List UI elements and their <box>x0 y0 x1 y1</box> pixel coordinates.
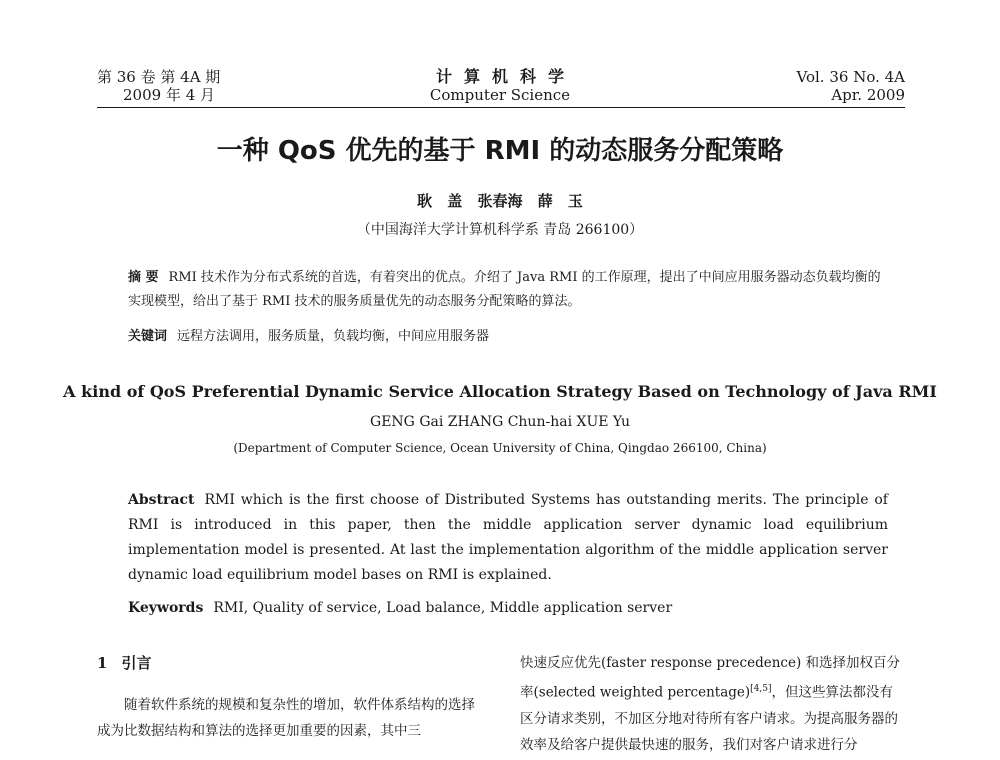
keywords-en <box>128 596 888 621</box>
body-text-cont: ，但这些算法都没有区分请求类别，不加区分地对待所有客户请求。为提高服务器的效率及给客户提供最快速的服务，我们对客户请求进行分 <box>520 684 898 753</box>
keywords-en-text: RMI, Quality of service, Load balance, Middle application server <box>213 600 673 616</box>
author-affiliation-en: (Department of Computer Science, Ocean University of China, Qingdao 266100, China) <box>233 441 767 455</box>
abstract-en <box>128 488 888 588</box>
issue-date: 2009 年 4 月 <box>123 86 216 104</box>
body-column-left <box>97 650 482 744</box>
body-paragraph: 随着软件系统的规模和复杂性的增加，软件体系结构的选择成为比数据结构和算法的选择更加重要的因素，其中三 <box>97 697 475 739</box>
volume-issue-en: Vol. 36 No. 4A <box>796 68 905 86</box>
abstract-cn <box>128 266 888 314</box>
citation: [4,5] <box>750 684 772 694</box>
body-text: 快速反应优先(faster response precedence) 和选择加权百分率(selected weighted percentage) <box>520 655 901 701</box>
body-column-right <box>520 650 905 758</box>
abstract-en-text: RMI which is the first choose of Distributed Systems has outstanding merits. The principle of RMI is introduced in this paper, then the middle application server dynamic load equilibrium implementation model is presented. At last the implementation algorithm of the middle application server dynamic load equilibrium model bases on RMI is explained. <box>128 492 888 583</box>
header-rule <box>97 107 905 108</box>
volume-issue: 第 36 卷 第 4A 期 <box>97 68 221 86</box>
paper-title: 一种 QoS 优先的基于 RMI 的动态服务分配策略 <box>216 136 784 166</box>
abstract-cn-label: 摘 要 <box>128 270 159 285</box>
section-title: 引言 <box>121 654 152 672</box>
author-affiliation: （中国海洋大学计算机科学系 青岛 266100） <box>356 222 644 238</box>
author-list-en: GENG Gai ZHANG Chun-hai XUE Yu <box>370 414 630 430</box>
keywords-cn-text: 远程方法调用，服务质量，负载均衡，中间应用服务器 <box>177 329 490 344</box>
abstract-en-label: Abstract <box>128 492 195 508</box>
journal-name-en: Computer Science <box>429 86 571 104</box>
author-list: 耿 盖 张春海 薛 玉 <box>417 192 583 210</box>
section-number: 1 <box>97 654 108 672</box>
section-heading <box>97 650 482 676</box>
keywords-en-label: Keywords <box>128 600 204 616</box>
keywords-cn <box>128 325 888 349</box>
journal-issue-info-en <box>797 68 905 104</box>
journal-name-cn: 计算机科学 <box>435 67 576 86</box>
paper-title-en: A kind of QoS Preferential Dynamic Service Allocation Strategy Based on Technology of Java RMI <box>63 382 937 401</box>
keywords-cn-label: 关键词 <box>128 329 168 344</box>
issue-date-en: Apr. 2009 <box>831 86 905 104</box>
abstract-cn-text: RMI 技术作为分布式系统的首选，有着突出的优点。介绍了 Java RMI 的工作原理，提出了中间应用服务器动态负载均衡的实现模型，给出了基于 RMI 技术的服务质量优先的动态服务分配策略的算法。 <box>128 270 881 309</box>
